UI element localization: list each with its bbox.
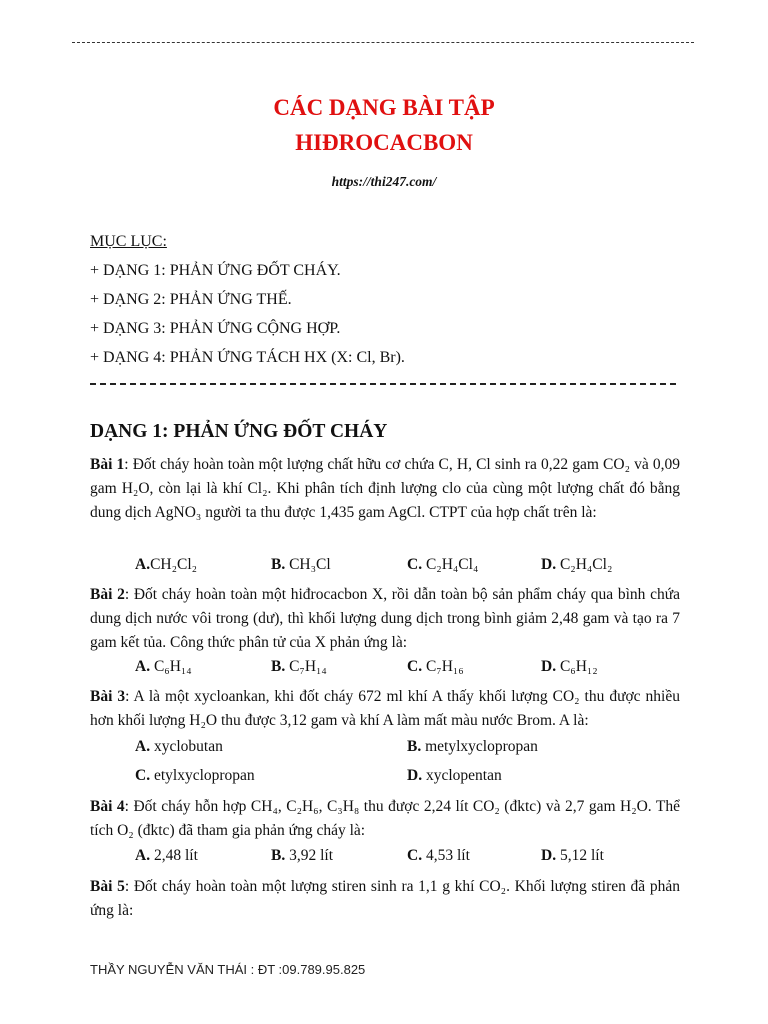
page-footer: THẦY NGUYỄN VĂN THÁI : ĐT :09.789.95.825	[90, 962, 366, 977]
option-d[interactable]: D. xyclopentan	[407, 767, 502, 784]
question-5	[90, 875, 680, 923]
option-b[interactable]: B. C₇H₁₄	[271, 658, 327, 675]
question-text: : Đốt cháy hoàn toàn một lượng chất hữu cơ chứa C, H, Cl sinh ra 0,22 gam CO₂ và 0,09 gam H₂O, còn lại là khí Cl₂. Khi phân tích định lượng clo của cùng một lượng chất đó bằng dung dịch AgNO₃ người ta thu được 1,435 gam AgCl. CTPT của hợp chất trên là:	[90, 456, 680, 521]
top-dashed-rule	[72, 42, 694, 43]
section-heading: DẠNG 1: PHẢN ỨNG ĐỐT CHÁY	[90, 421, 388, 442]
option-a[interactable]: A. 2,48 lít	[135, 847, 198, 864]
option-d[interactable]: D. C₂H₄Cl₂	[541, 556, 613, 573]
option-c[interactable]: C. C₂H₄Cl₄	[407, 556, 479, 573]
question-text: : A là một xycloankan, khi đốt cháy 672 ml khí A thấy khối lượng CO₂ thu được nhiều hơn khối lượng H₂O thu được 3,12 gam và khí A làm mất màu nước Brom. A là:	[90, 688, 680, 729]
document-title-line1: CÁC DẠNG BÀI TẬP	[273, 95, 495, 120]
option-b[interactable]: B. 3,92 lít	[271, 847, 334, 864]
question-label: Bài 1	[90, 456, 125, 473]
option-c[interactable]: C. 4,53 lít	[407, 847, 470, 864]
option-d[interactable]: D. C₆H₁₂	[541, 658, 598, 675]
option-b[interactable]: B. metylxyclopropan	[407, 738, 538, 755]
document-title-line2: HIĐROCACBON	[295, 130, 473, 155]
option-b[interactable]: B. CH₃Cl	[271, 556, 331, 573]
question-label: Bài 5	[90, 878, 125, 895]
question-text: : Đốt cháy hoàn toàn một hiđrocacbon X, rồi dẫn toàn bộ sản phẩm cháy qua bình chứa dung dịch nước vôi trong (dư), thì khối lượng dung dịch trong bình giảm 2,48 gam và tạo ra 7 gam kết tủa. Công thức phân tử của X phản ứng là:	[90, 586, 680, 651]
question-text: : Đốt cháy hoàn toàn một lượng stiren sinh ra 1,1 g khí CO₂. Khối lượng stiren đã phản ứng là:	[90, 878, 680, 919]
section-divider	[90, 383, 676, 385]
toc-item-1[interactable]: + DẠNG 1: PHẢN ỨNG ĐỐT CHÁY.	[90, 262, 341, 279]
question-label: Bài 4	[90, 798, 125, 815]
question-text: : Đốt cháy hỗn hợp CH₄, C₂H₆, C₃H₈ thu được 2,24 lít CO₂ (đktc) và 2,7 gam H₂O. Thể tích O₂ (đktc) đã tham gia phản ứng cháy là:	[90, 798, 680, 839]
source-url[interactable]: https://thi247.com/	[331, 174, 437, 189]
option-c[interactable]: C. C₇H₁₆	[407, 658, 464, 675]
option-a[interactable]: A. C₆H₁₄	[135, 658, 192, 675]
question-label: Bài 2	[90, 586, 125, 603]
toc-heading: MỤC LỤC:	[90, 233, 167, 250]
toc-item-4[interactable]: + DẠNG 4: PHẢN ỨNG TÁCH HX (X: Cl, Br).	[90, 349, 405, 366]
question-4	[90, 795, 680, 843]
toc-item-2[interactable]: + DẠNG 2: PHẢN ỨNG THẾ.	[90, 291, 292, 308]
option-a[interactable]: A. xyclobutan	[135, 738, 223, 755]
option-d[interactable]: D. 5,12 lít	[541, 847, 604, 864]
question-label: Bài 3	[90, 688, 126, 705]
question-3	[90, 685, 680, 733]
toc-item-3[interactable]: + DẠNG 3: PHẢN ỨNG CỘNG HỢP.	[90, 320, 341, 337]
option-c[interactable]: C. etylxyclopropan	[135, 767, 255, 784]
question-2	[90, 583, 680, 655]
option-a[interactable]: A.CH₂Cl₂	[135, 556, 198, 573]
question-1	[90, 453, 680, 525]
